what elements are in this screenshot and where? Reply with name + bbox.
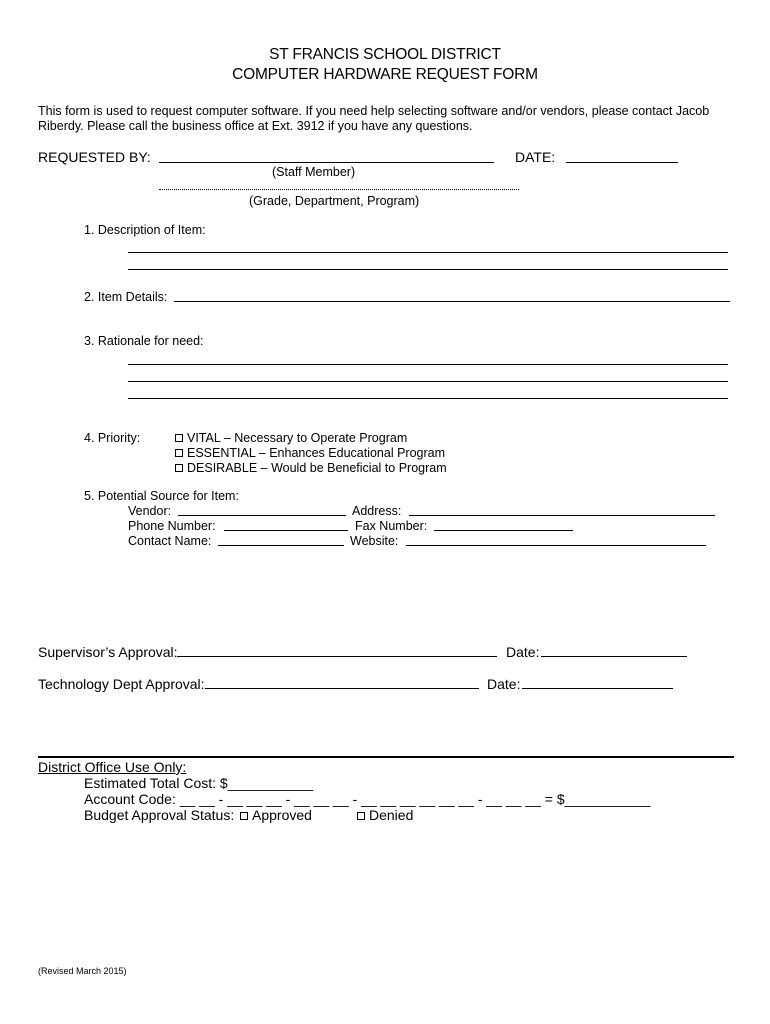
checkbox-icon[interactable] <box>240 812 248 820</box>
grade-department-caption: (Grade, Department, Program) <box>249 194 420 208</box>
description-line-1[interactable] <box>128 252 728 253</box>
priority-label: 4. Priority: <box>84 431 141 445</box>
description-label: 1. Description of Item: <box>84 223 206 237</box>
description-line-2[interactable] <box>128 269 728 270</box>
priority-option-essential[interactable]: ESSENTIAL – Enhances Educational Program <box>175 446 445 460</box>
item-details-field[interactable] <box>174 301 730 302</box>
supervisor-approval-label: Supervisor’s Approval: <box>38 644 178 660</box>
form-title-line2: COMPUTER HARDWARE REQUEST FORM <box>232 66 538 83</box>
date-label: DATE: <box>515 149 556 165</box>
rationale-line-2[interactable] <box>128 381 728 382</box>
denied-option[interactable]: Denied <box>357 807 413 823</box>
potential-source-label: 5. Potential Source for Item: <box>84 489 239 503</box>
requested-by-label: REQUESTED BY: <box>38 149 151 165</box>
address-field[interactable] <box>409 515 715 516</box>
fax-number-field[interactable] <box>434 530 573 531</box>
revised-note: (Revised March 2015) <box>38 966 127 976</box>
supervisor-date-label: Date: <box>506 644 540 660</box>
priority-option-vital[interactable]: VITAL – Necessary to Operate Program <box>175 431 407 445</box>
district-office-heading: District Office Use Only: <box>38 759 187 775</box>
technology-approval-field[interactable] <box>205 688 479 689</box>
intro-text: This form is used to request computer software. If you need help selecting software and/or vendors, please contact Jacob Riberdy. Please call the business office at Ext. 3912 if you have any questions. <box>38 104 710 133</box>
phone-number-field[interactable] <box>224 530 348 531</box>
section-divider <box>38 756 734 758</box>
form-title-line1: ST FRANCIS SCHOOL DISTRICT <box>269 46 501 63</box>
account-code-field[interactable]: Account Code: __ __ - __ __ __ - __ __ __ - __ __ __ __ __ __ - __ __ __ = $___________ <box>84 791 651 807</box>
checkbox-icon[interactable] <box>175 464 183 472</box>
technology-date-field[interactable] <box>522 688 673 689</box>
supervisor-approval-field[interactable] <box>177 656 497 657</box>
website-field[interactable] <box>406 545 706 546</box>
contact-name-label: Contact Name: <box>128 534 212 548</box>
technology-date-label: Date: <box>487 676 521 692</box>
rationale-line-3[interactable] <box>128 398 728 399</box>
item-details-label: 2. Item Details: <box>84 290 168 304</box>
rationale-label: 3. Rationale for need: <box>84 334 204 348</box>
estimated-cost-field[interactable]: Estimated Total Cost: $___________ <box>84 775 314 791</box>
checkbox-icon[interactable] <box>357 812 365 820</box>
requested-by-field[interactable] <box>159 162 494 163</box>
priority-option-desirable[interactable]: DESIRABLE – Would be Beneficial to Program <box>175 461 447 475</box>
approved-option[interactable]: Approved <box>240 807 312 823</box>
rationale-line-1[interactable] <box>128 364 728 365</box>
contact-name-field[interactable] <box>218 545 344 546</box>
budget-status-label: Budget Approval Status: <box>84 807 235 823</box>
checkbox-icon[interactable] <box>175 449 183 457</box>
address-label: Address: <box>352 504 402 518</box>
fax-number-label: Fax Number: <box>355 519 428 533</box>
phone-number-label: Phone Number: <box>128 519 216 533</box>
date-field[interactable] <box>566 162 678 163</box>
website-label: Website: <box>350 534 399 548</box>
technology-approval-label: Technology Dept Approval: <box>38 676 205 692</box>
grade-department-field[interactable] <box>159 189 519 190</box>
checkbox-icon[interactable] <box>175 434 183 442</box>
vendor-field[interactable] <box>178 515 346 516</box>
supervisor-date-field[interactable] <box>541 656 687 657</box>
vendor-label: Vendor: <box>128 504 172 518</box>
staff-member-caption: (Staff Member) <box>272 165 356 179</box>
